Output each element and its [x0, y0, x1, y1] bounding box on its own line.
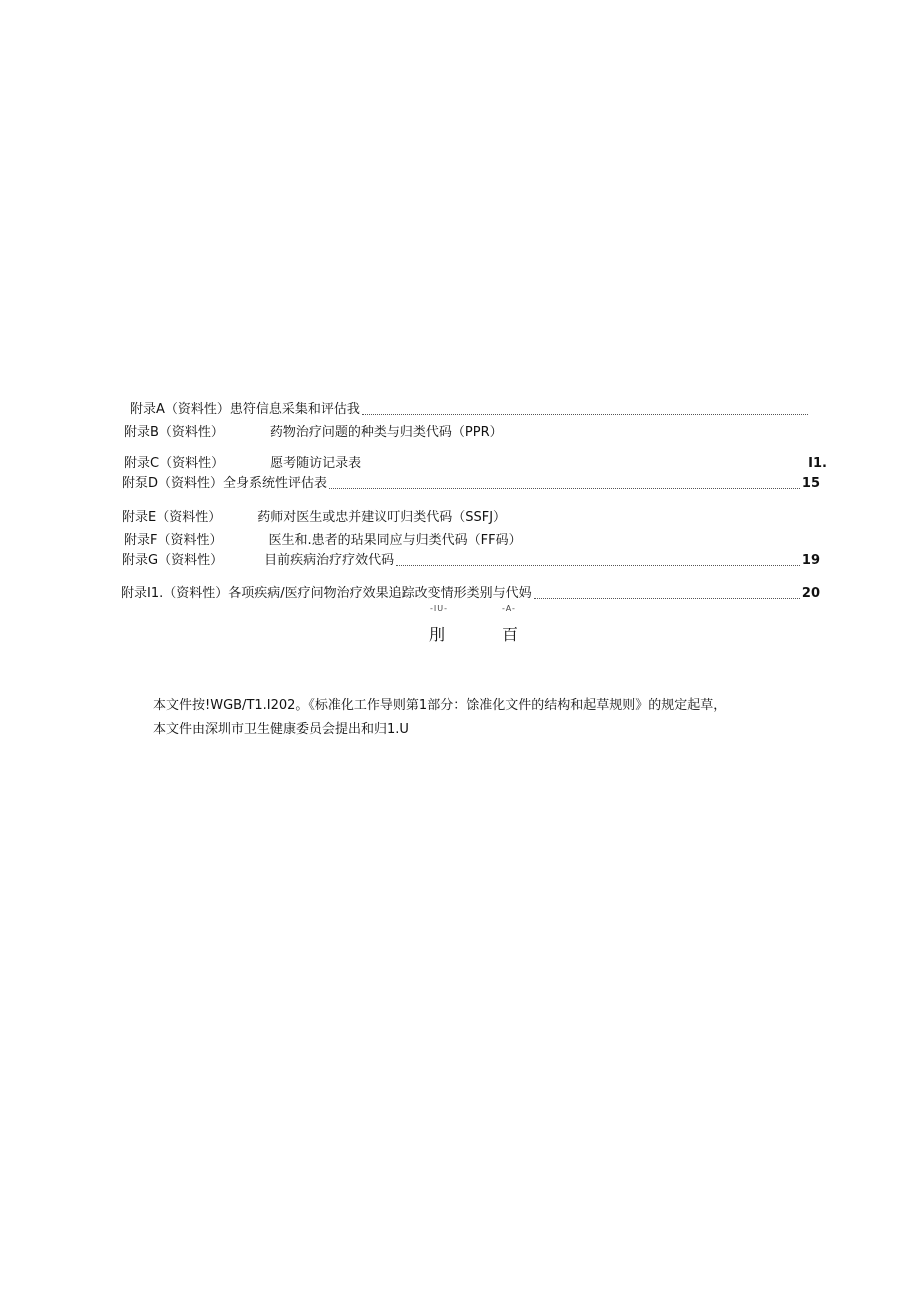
toc-entry-prefix: 附泵D（资料性）: [122, 476, 224, 491]
toc-entry-title: 药物治疗问题的种类与归类代码（PPR）: [269, 425, 503, 440]
toc-entry-page: 19: [801, 553, 820, 568]
toc-entry-page: 15: [801, 476, 820, 491]
toc-entry-title: 各项疾病/医疗问物治疗效果追踪改变情形类别与代妈: [228, 586, 532, 601]
toc-leader-dots: [329, 488, 800, 489]
toc-leader-dots: [362, 414, 808, 415]
heading-char-left: 刖: [429, 625, 446, 644]
toc-entry-page: 20: [801, 586, 820, 601]
toc-entry-title: 患符信息采集和评估我: [229, 402, 360, 417]
toc-entry-b[interactable]: [124, 423, 644, 443]
toc-entry-title: 愿考随访记录表: [270, 456, 362, 471]
foreword-paragraph-1: 本文件按!WGB/T1.I202。《标准化工作导则第1部分：馀准化文件的结构和起草规则》的规定起草，: [153, 698, 727, 713]
heading-char-right: 百: [502, 625, 519, 644]
toc-entry-prefix: 附录F（资料性）: [124, 533, 223, 548]
toc-entry-title: 药师对医生或忠并建议叮归类代码（SSFJ）: [257, 510, 507, 525]
toc-entry-prefix: 附录G（资料性）: [122, 553, 224, 568]
toc-entry-page: I1.: [808, 456, 827, 471]
toc-entry-f[interactable]: [124, 531, 644, 551]
toc-leader-dots: [534, 598, 800, 599]
toc-entry-e[interactable]: [122, 508, 642, 528]
toc-entry-prefix: 附录I1.（资料性）: [121, 586, 229, 601]
toc-entry-c[interactable]: [124, 454, 827, 474]
foreword-heading: [420, 604, 540, 644]
toc-entry-title: 全身系统性评估表: [223, 476, 328, 491]
toc-entry-prefix: 附录B（资料性）: [124, 425, 224, 440]
toc-entry-prefix: 附录E（资料性）: [122, 510, 222, 525]
toc-entry-h[interactable]: [121, 584, 820, 604]
toc-entry-prefix: 附录C（资料性）: [124, 456, 225, 471]
toc-entry-a[interactable]: [130, 400, 810, 420]
toc-entry-d[interactable]: [122, 474, 820, 494]
heading-small-left: -IU-: [430, 604, 448, 613]
heading-small-right: -A-: [502, 604, 516, 613]
toc-entry-title: 医生和.患者的玷果同应与归类代码（FF码）: [268, 533, 522, 548]
toc-leader-dots: [396, 565, 800, 566]
toc-entry-g[interactable]: [122, 551, 820, 571]
toc-entry-prefix: 附录A（资料性）: [130, 402, 230, 417]
toc-entry-title: 目前疾病治疗疗效代码: [264, 553, 395, 568]
foreword-paragraph-2: 本文件由深圳市卫生健康委员会提出和归1.U: [153, 722, 409, 737]
